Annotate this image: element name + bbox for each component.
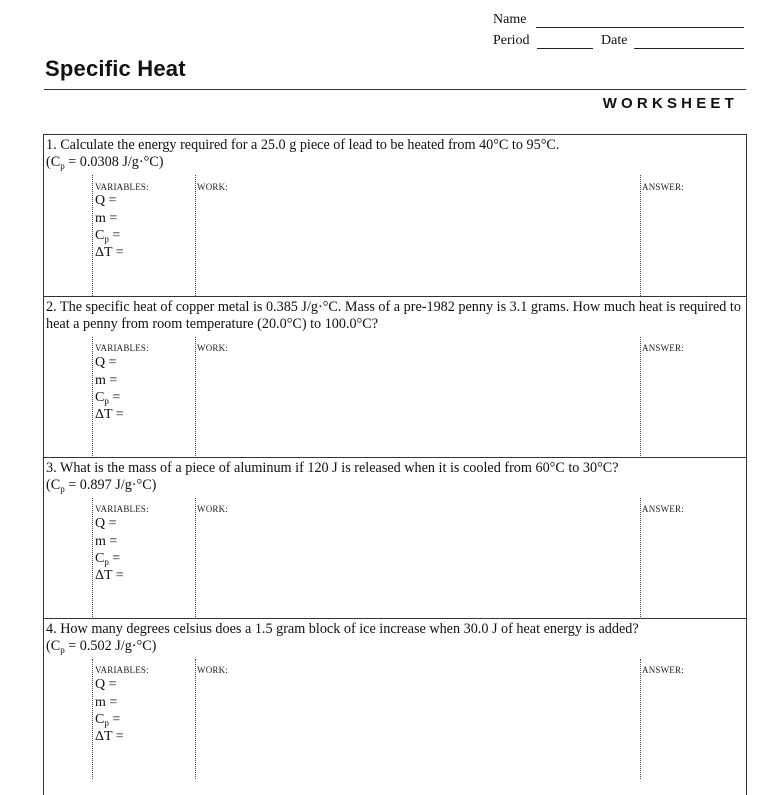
problem-4 — [44, 618, 746, 779]
variables-divider — [92, 498, 93, 619]
variables-divider — [92, 337, 93, 458]
work-label: WORK: — [197, 343, 228, 353]
var-cp: $C_p$ = — [95, 551, 121, 567]
problems-table — [43, 134, 747, 795]
work-label: WORK: — [197, 504, 228, 514]
var-delta-t: ΔT = — [95, 568, 124, 583]
question-text: 1. Calculate the energy required for a 25.0 g piece of lead to be heated from 40°C to 95°C. ($C_p = 0.0308$ J/g·°C) — [46, 137, 560, 171]
work-divider — [195, 337, 196, 458]
variables-divider — [92, 175, 93, 296]
answer-label: ANSWER: — [642, 182, 684, 192]
question-text: 2. The specific heat of copper metal is 0.385 J/g·°C. Mass of a pre-1982 penny is 3.1 grams. How much heat is required to heat a penny from room temperature (20.0°C) to 100.0°C? — [46, 299, 741, 332]
work-divider — [195, 659, 196, 779]
problem-3 — [44, 457, 746, 619]
var-q: Q = — [95, 677, 117, 692]
var-q: Q = — [95, 355, 117, 370]
var-delta-t: ΔT = — [95, 729, 124, 744]
date-label: Date — [601, 33, 628, 48]
var-q: Q = — [95, 516, 117, 531]
problem-1 — [44, 135, 746, 296]
var-cp: $C_p$ = — [95, 228, 121, 244]
answer-divider — [640, 337, 641, 458]
variables-label: VARIABLES: — [95, 504, 149, 514]
period-field[interactable] — [537, 48, 593, 49]
period-label: Period — [493, 33, 530, 48]
date-field[interactable] — [634, 48, 744, 49]
var-delta-t: ΔT = — [95, 407, 124, 422]
question-text: 4. How many degrees celsius does a 1.5 gram block of ice increase when 30.0 J of heat energy is added? ($C_p = 0.502$ J/g·°C) — [46, 621, 639, 655]
name-label: Name — [493, 12, 527, 27]
work-divider — [195, 175, 196, 296]
var-m: m = — [95, 534, 118, 549]
title-divider — [44, 89, 746, 90]
var-q: Q = — [95, 193, 117, 208]
problem-2 — [44, 296, 746, 458]
variables-divider — [92, 659, 93, 779]
answer-divider — [640, 498, 641, 619]
var-cp: $C_p$ = — [95, 712, 121, 728]
page-title: Specific Heat — [45, 56, 186, 81]
var-m: m = — [95, 695, 118, 710]
work-label: WORK: — [197, 665, 228, 675]
answer-divider — [640, 659, 641, 779]
variables-label: VARIABLES: — [95, 182, 149, 192]
var-delta-t: ΔT = — [95, 245, 124, 260]
var-m: m = — [95, 211, 118, 226]
work-divider — [195, 498, 196, 619]
variables-label: VARIABLES: — [95, 665, 149, 675]
answer-divider — [640, 175, 641, 296]
var-cp: $C_p$ = — [95, 390, 121, 406]
answer-label: ANSWER: — [642, 504, 684, 514]
work-label: WORK: — [197, 182, 228, 192]
answer-label: ANSWER: — [642, 343, 684, 353]
var-m: m = — [95, 373, 118, 388]
question-text: 3. What is the mass of a piece of aluminum if 120 J is released when it is cooled from 60°C to 30°C? ($C_p = 0.897$ J/g·°C) — [46, 460, 619, 494]
worksheet-label: WORKSHEET — [602, 95, 738, 112]
name-field[interactable] — [536, 27, 744, 28]
variables-label: VARIABLES: — [95, 343, 149, 353]
answer-label: ANSWER: — [642, 665, 684, 675]
